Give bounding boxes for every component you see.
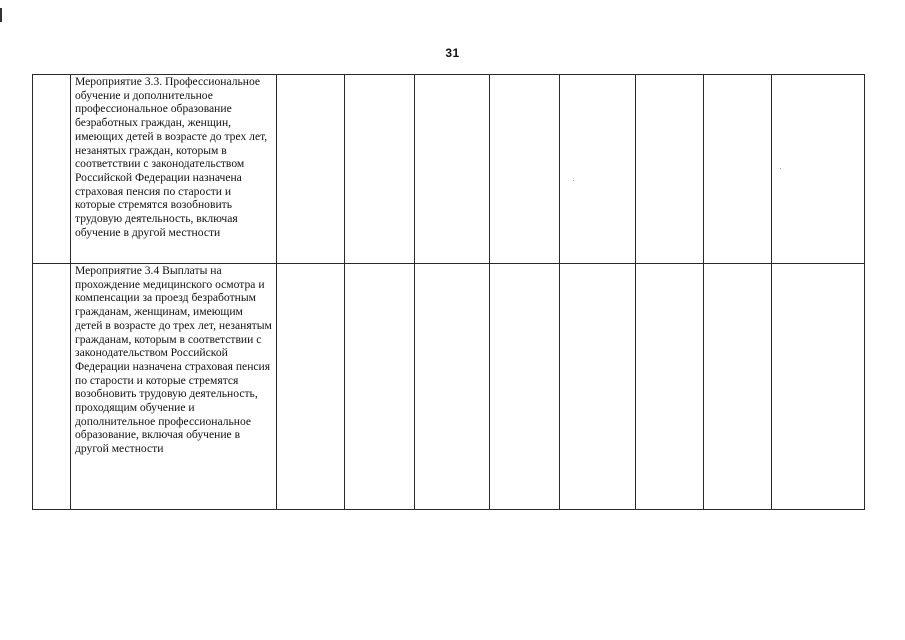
value-cell (704, 264, 772, 510)
value-cell (560, 264, 636, 510)
value-cell (345, 264, 415, 510)
value-cell (560, 75, 636, 264)
value-cell (704, 75, 772, 264)
scan-edge-mark (0, 8, 2, 22)
row-number-cell (33, 75, 71, 264)
row-number-cell (33, 264, 71, 510)
value-cell (415, 264, 490, 510)
activity-description-cell: Мероприятие 3.3. Профессиональное обучение и дополнительное профессиональное образование безработных граждан, женщин, имеющих детей в возрасте до трех лет, незанятых граждан, которым в соответствии с законодательством Российской Федерации назначена страховая пенсия по старости и которые стремятся возобновить трудовую деятельность, включая обучение в другой местности (71, 75, 277, 264)
table-row (33, 75, 865, 264)
activity-description-cell: Мероприятие 3.4 Выплаты на прохождение медицинского осмотра и компенсации за проезд безработным гражданам, женщинам, имеющим детей в возрасте до трех лет, незанятым гражданам, которым в соответствии с законодательством Российской Федерации назначена страховая пенсия по старости и которые стремятся возобновить трудовую деятельность, проходящим обучение и дополнительное профессиональное образование, включая обучение в другой местности (71, 264, 277, 510)
value-cell (772, 264, 865, 510)
value-cell (277, 75, 345, 264)
value-cell (490, 75, 560, 264)
value-cell (636, 264, 704, 510)
value-cell (636, 75, 704, 264)
program-activities-table (32, 74, 865, 510)
value-cell (415, 75, 490, 264)
value-cell (345, 75, 415, 264)
value-cell (772, 75, 865, 264)
page-number: 31 (445, 46, 460, 60)
table-row (33, 264, 865, 510)
value-cell (490, 264, 560, 510)
value-cell (277, 264, 345, 510)
